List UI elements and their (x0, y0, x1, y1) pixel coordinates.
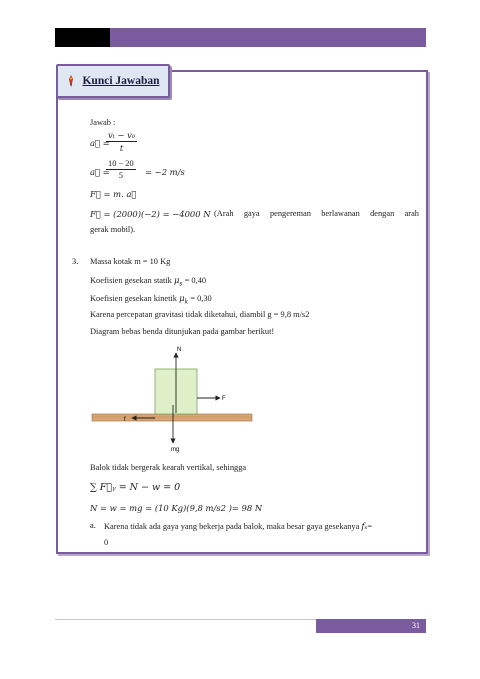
header-black-bar (55, 28, 110, 47)
label-N: N (177, 347, 182, 353)
gravity-line: Karena percepatan gravitasi tidak diketahui, diambil g = 9,8 m/s2 (90, 310, 310, 319)
eq1-lhs: a⃗ = (90, 138, 110, 148)
eq2-lhs: a⃗ = (90, 167, 110, 177)
mass-line: Massa kotak m = 10 Kg (90, 257, 171, 266)
page-number: 31 (316, 619, 426, 633)
item-a-label: a. (90, 521, 96, 530)
eq4-note-line2: gerak mobil). (90, 225, 136, 234)
vertical-statement: Balok tidak bergerak kearah vertikal, sehingga (90, 463, 247, 472)
kinetic-friction-line: Koefisien gesekan kinetik $\mu_k = 0,30$ (90, 293, 212, 306)
eq3: F⃗ = m. a⃗ (90, 189, 137, 199)
answer-key-title: Kunci Jawaban (82, 75, 160, 87)
eq4: F⃗ = (2000)(−2) = −4000 N (90, 209, 211, 219)
question-number: 3. (72, 257, 79, 266)
eq1-denominator: t (119, 143, 124, 153)
answer-key-badge (56, 64, 170, 98)
eq2-denominator: 5 (118, 171, 123, 180)
eq2-numerator: 10 − 20 (108, 159, 134, 168)
jawab-label: Jawab : (90, 118, 116, 127)
normal-force-eq: N = w = mg = (10 Kg)(9,8 m/s2 )= 98 N (90, 503, 263, 513)
eq1-numerator: vₜ − v₀ (108, 130, 136, 140)
free-body-diagram (80, 345, 260, 457)
label-f: f (124, 417, 126, 423)
sum-forces-eq: ∑ F⃗ᵧ = N − w = 0 (90, 482, 181, 493)
eq1-fraction (106, 130, 137, 153)
static-friction-line: Koefisien gesekan statik $\mu_s = 0,40$ (90, 275, 207, 288)
eq2-fraction (106, 159, 136, 180)
diagram-intro-line: Diagram bebas benda ditunjukan pada gambar berikut! (90, 327, 275, 336)
eq2-result: = −2 m/s (145, 167, 185, 177)
item-a-text: Karena tidak ada gaya yang bekerja pada balok, maka besar gaya gesekanya fₛ= (104, 521, 373, 531)
header-purple-bar (110, 28, 426, 47)
eq4-note-line1: (Arah gaya pengereman berlawanan dengan arah (214, 209, 419, 218)
pen-icon (66, 75, 76, 87)
item-a-value: 0 (104, 538, 109, 547)
label-mg: mg (171, 447, 180, 453)
label-F: F (222, 396, 226, 402)
floor-surface (92, 414, 252, 421)
